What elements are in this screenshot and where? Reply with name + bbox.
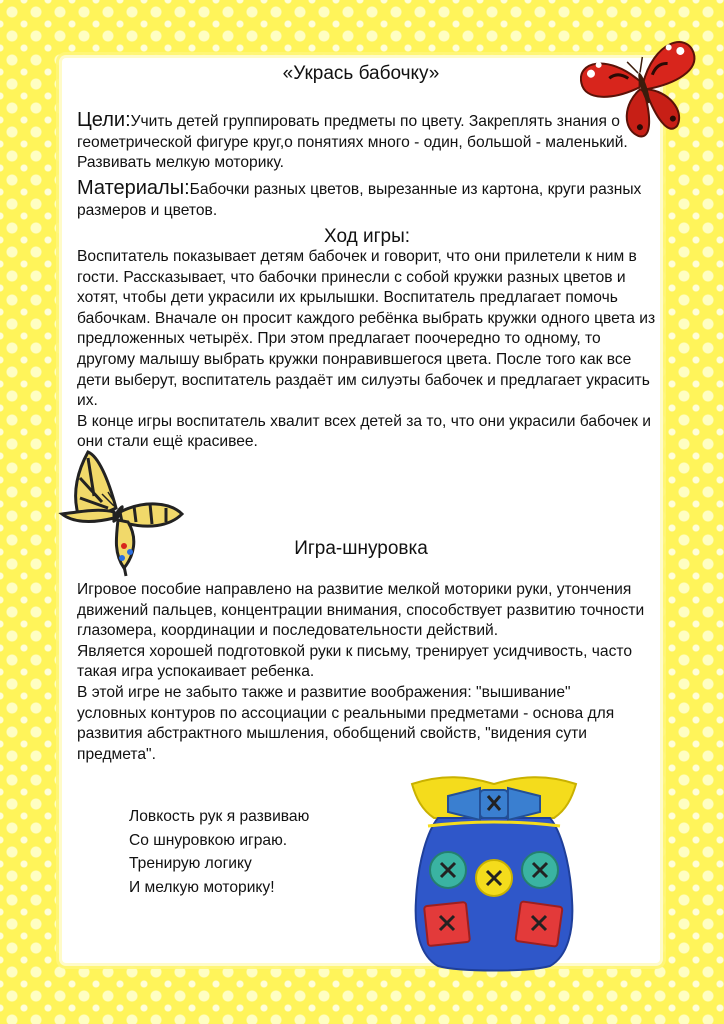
game-flow-paragraph: Воспитатель показывает детям бабочек и говорит, что они прилетели к ним в гости. Рассказывает, что бабочки принесли с собой кружки разных цветов и хотят, чтобы дети украсили их крылышки. Воспитатель предлагает помочь бабочкам. Вначале он просит каждого ребёнка выбрать кружки одного цвета из предложенных четырёх. При этом предлагает поочередно то одному, то другому малышу выбрать кружки понравившегося цвета. После того как все дети выберут, воспитатель раздаёт им силуэты бабочек и предлагает украсить их. — [77, 248, 656, 410]
goals-text: Учить детей группировать предметы по цвету. Закреплять знания о геометрической фигуре круг,о понятиях много - один, большой - маленький. Развивать мелкую моторику. — [77, 113, 628, 172]
lacing-paragraph: Является хорошей подготовкой руки к письму, тренирует усидчивость, часто такая игра успокаивает ребенка. — [77, 642, 633, 681]
lacing-toy-image — [408, 770, 580, 972]
poem-line: Тренирую логику — [129, 855, 252, 872]
game-flow-heading: Ход игры: — [323, 226, 411, 247]
poem — [129, 805, 309, 899]
poem-line: И мелкую моторику! — [129, 878, 275, 896]
lacing-paragraph: В этой игре не забыто также и развитие воображения: "вышивание" условных контуров по ассоциации с реальными предметами - основа для развития абстрактного мышления, обобщений свойств, "видения сути предмета". — [77, 683, 615, 763]
swallowtail-butterfly-image — [58, 448, 188, 580]
poem-line: Ловкость рук я развиваю — [129, 808, 310, 825]
goals-label: Цели: — [77, 109, 131, 131]
page-title: «Укрась бабочку» — [282, 63, 440, 84]
materials-text: Бабочки разных цветов, вырезанные из картона, круги разных размеров и цветов. — [77, 181, 642, 219]
lacing-paragraph: Игровое пособие направлено на развитие мелкой моторики руки, утончения движений пальцев, концентрации внимания, способствует развитию точности глазомера, координации и последовательности действий. — [77, 581, 645, 640]
materials-section — [77, 178, 657, 221]
lacing-heading: Игра-шнуровка — [294, 538, 428, 559]
goals-section — [77, 110, 657, 174]
game-flow-paragraph: В конце игры воспитатель хвалит всех детей за то, что они украсили бабочек и они стали ещё красивее. — [77, 412, 651, 451]
red-butterfly-image — [580, 24, 708, 152]
materials-label: Материалы: — [77, 177, 190, 199]
lacing-text — [77, 580, 647, 765]
poem-line: Со шнуровкою играю. — [129, 831, 288, 849]
game-flow-text — [77, 247, 657, 453]
